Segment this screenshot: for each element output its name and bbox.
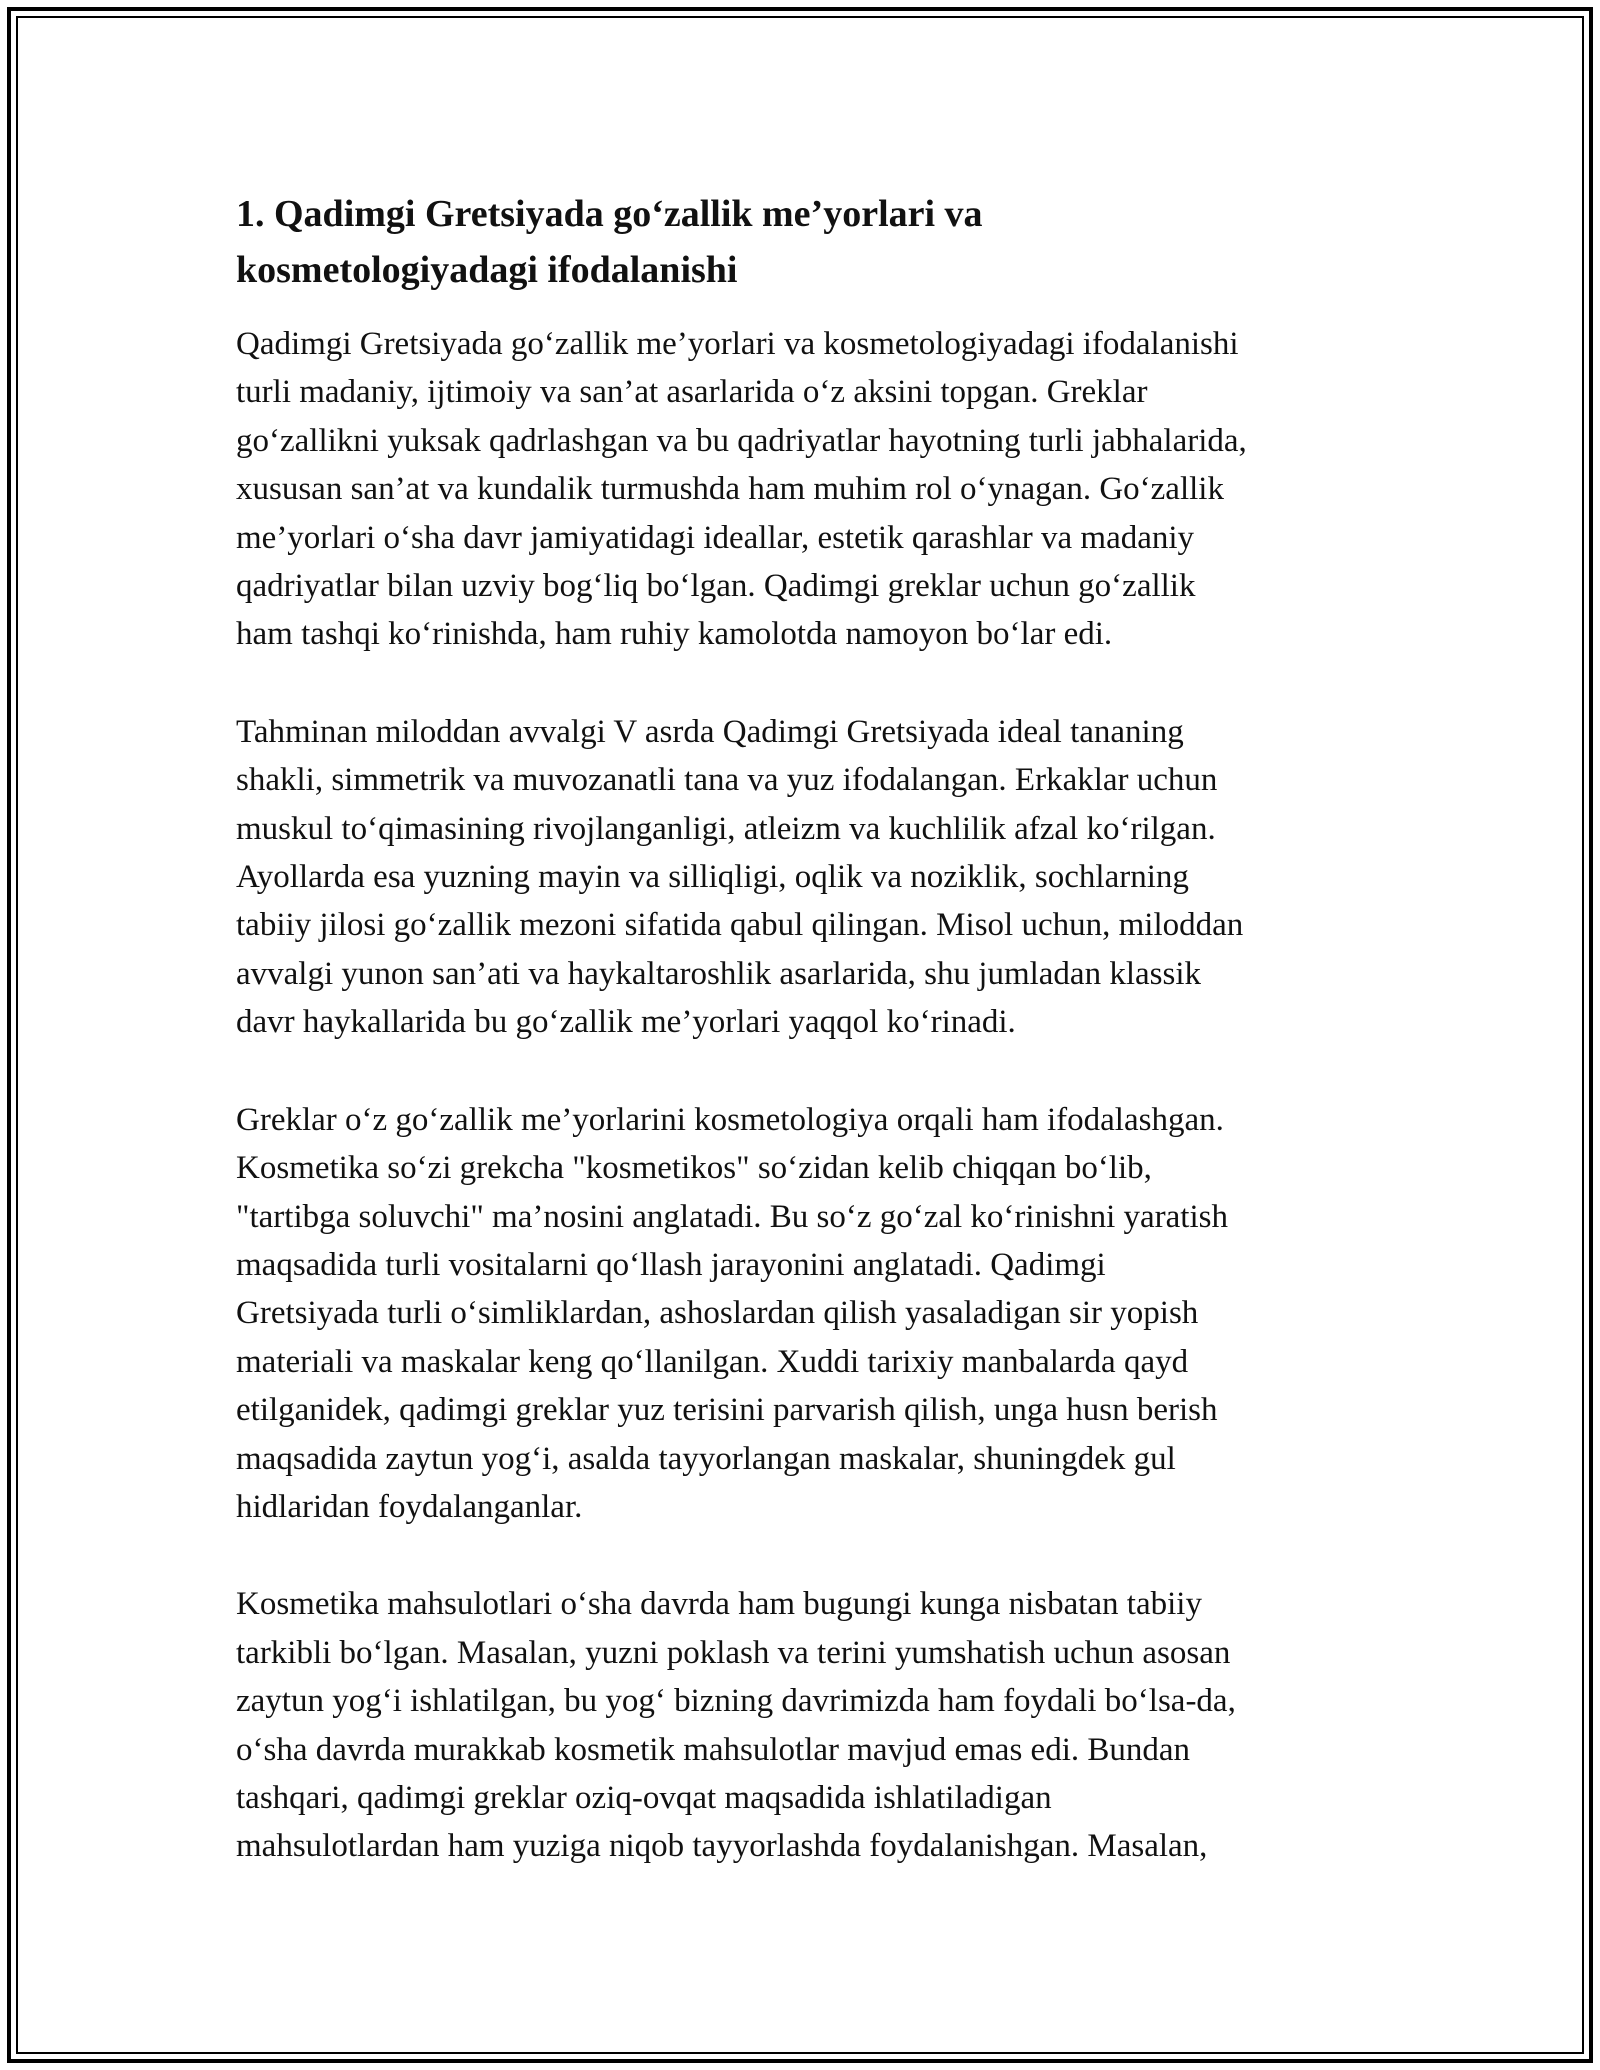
text-line: tashqari, qadimgi greklar oziq-ovqat maqsadida ishlatiladigan <box>236 1779 1052 1816</box>
paragraph-3 <box>236 1096 1366 1532</box>
text-line: materiali va maskalar keng qo‘llanilgan. Xuddi tarixiy manbalarda qayd <box>236 1343 1189 1380</box>
text-line: go‘zallikni yuksak qadrlashgan va bu qadriyatlar hayotning turli jabhalarida, <box>236 422 1247 459</box>
section-heading <box>236 186 1366 298</box>
text-line: xususan san’at va kundalik turmushda ham muhim rol o‘ynagan. Go‘zallik <box>236 471 1224 508</box>
text-line: ham tashqi ko‘rinishda, ham ruhiy kamolotda namoyon bo‘lar edi. <box>236 616 1113 653</box>
heading-line: kosmetologiyadagi ifodalanishi <box>236 249 738 291</box>
text-line: me’yorlari o‘sha davr jamiyatidagi ideallar, estetik qarashlar va madaniy <box>236 519 1195 556</box>
text-line: tarkibli bo‘lgan. Masalan, yuzni poklash va terini yumshatish uchun asosan <box>236 1634 1231 1671</box>
paragraph-2 <box>236 708 1366 1047</box>
text-line: davr haykallarida bu go‘zallik me’yorlari yaqqol ko‘rinadi. <box>236 1004 1016 1041</box>
text-line: turli madaniy, ijtimoiy va san’at asarlarida o‘z aksini topgan. Greklar <box>236 374 1148 411</box>
heading-line: 1. Qadimgi Gretsiyada go‘zallik me’yorlari va <box>236 193 983 235</box>
text-line: Qadimgi Gretsiyada go‘zallik me’yorlari va kosmetologiyadagi ifodalanishi <box>236 326 1239 362</box>
text-line: mahsulotlardan ham yuziga niqob tayyorlashda foydalanishgan. Masalan, <box>236 1828 1208 1865</box>
text-line: etilganidek, qadimgi greklar yuz terisini parvarish qilish, unga husn berish <box>236 1392 1218 1429</box>
text-line: maqsadida turli vositalarni qo‘llash jarayonini anglatadi. Qadimgi <box>236 1246 1106 1283</box>
text-line: muskul to‘qimasining rivojlanganligi, atleizm va kuchlilik afzal ko‘rilgan. <box>236 810 1216 847</box>
text-line: "tartibga soluvchi" ma’nosini anglatadi. Bu so‘z go‘zal ko‘rinishni yaratish <box>236 1198 1228 1235</box>
text-line: maqsadida zaytun yog‘i, asalda tayyorlangan maskalar, shuningdek gul <box>236 1440 1176 1477</box>
text-line: Kosmetika mahsulotlari o‘sha davrda ham bugungi kunga nisbatan tabiiy <box>236 1586 1202 1623</box>
text-line: qadriyatlar bilan uzviy bog‘liq bo‘lgan. Qadimgi greklar uchun go‘zallik <box>236 568 1196 605</box>
text-line: Gretsiyada turli o‘simliklardan, ashoslardan qilish yasaladigan sir yopish <box>236 1295 1199 1332</box>
paragraph-4 <box>236 1580 1366 1870</box>
document-body <box>236 186 1366 1920</box>
text-line: Greklar o‘z go‘zallik me’yorlarini kosmetologiya orqali ham ifodalashgan. <box>236 1101 1224 1138</box>
text-line: zaytun yog‘i ishlatilgan, bu yog‘ bizning davrimizda ham foydali bo‘lsa-da, <box>236 1683 1236 1720</box>
text-line: tabiiy jilosi go‘zallik mezoni sifatida qabul qilingan. Misol uchun, miloddan <box>236 907 1244 944</box>
text-line: hidlaridan foydalanganlar. <box>236 1488 583 1525</box>
text-line: Kosmetika so‘zi grekcha "kosmetikos" so‘zidan kelib chiqqan bo‘lib, <box>236 1150 1152 1187</box>
text-line: o‘sha davrda murakkab kosmetik mahsulotlar mavjud emas edi. Bundan <box>236 1731 1191 1768</box>
paragraph-1 <box>236 320 1366 659</box>
text-line: Tahminan miloddan avvalgi V asrda Qadimgi Gretsiyada ideal tananing <box>236 713 1184 750</box>
text-line: shakli, simmetrik va muvozanatli tana va yuz ifodalangan. Erkaklar uchun <box>236 762 1218 799</box>
text-line: avvalgi yunon san’ati va haykaltaroshlik asarlarida, shu jumladan klassik <box>236 955 1201 992</box>
text-line: Ayollarda esa yuzning mayin va silliqligi, oqlik va noziklik, sochlarning <box>236 859 1189 896</box>
